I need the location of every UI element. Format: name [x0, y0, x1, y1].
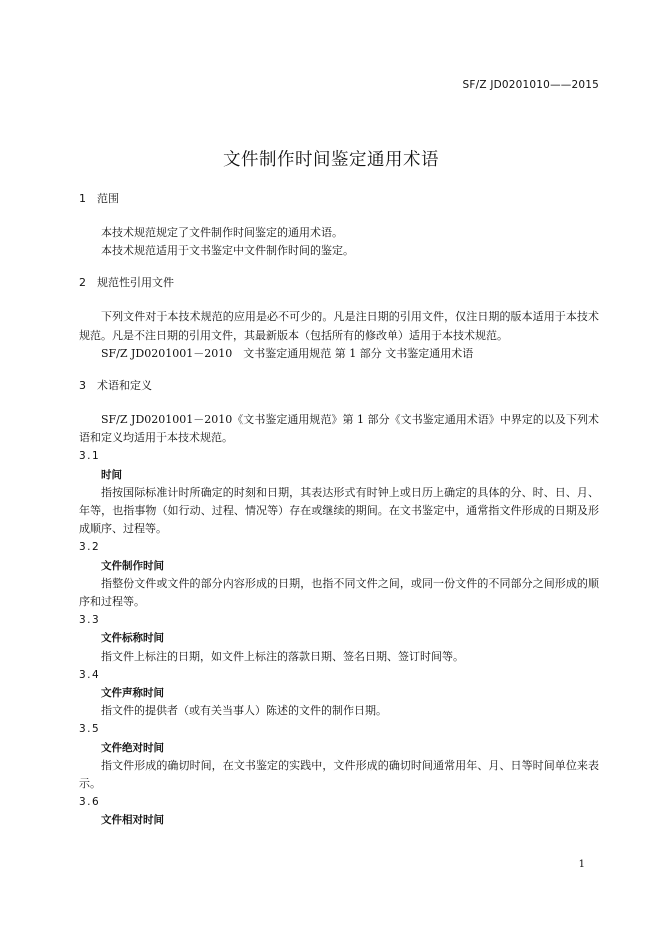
- paragraph: 本技术规范规定了文件制作时间鉴定的通用术语。: [101, 226, 343, 239]
- term-name: 文件相对时间: [101, 814, 164, 827]
- section-heading-normative-references: [79, 274, 599, 292]
- term-number: 3.6: [79, 796, 101, 809]
- section-heading-terms-definitions: [79, 377, 599, 395]
- paragraph: 下列文件对于本技术规范的应用是必不可少的。凡是注日期的引用文件，仅注日期的版本适用于本技术规范。凡是不注日期的引用文件，其最新版本（包括所有的修改单）适用于本技术规范。: [79, 310, 599, 342]
- section-number: 2: [79, 276, 86, 290]
- term-name: 文件绝对时间: [101, 741, 164, 754]
- term-definition: 指文件形成的确切时间，在文书鉴定的实践中，文件形成的确切时间通常用年、月、日等时间单位来表示。: [79, 758, 599, 791]
- term-number: 3.4: [79, 668, 101, 681]
- term-definition: 指按国际标准计时所确定的时刻和日期，其表达形式有时钟上或日历上确定的具体的分、时、日、月、年等，也指事物（如行动、过程、情况等）存在或继续的期间。在文书鉴定中，通常指文件形成的日期及形成顺序、过程等。: [79, 485, 599, 536]
- paragraph: SF/Z JD0201001－2010《文书鉴定通用规范》第 1 部分《文书鉴定通用术语》中界定的以及下列术语和定义均适用于本技术规范。: [79, 413, 599, 445]
- term-number: 3.5: [79, 723, 101, 736]
- document-title: 文件制作时间鉴定通用术语: [223, 150, 439, 170]
- page-number: 1: [578, 859, 585, 870]
- section-title: 范围: [97, 192, 119, 205]
- term-name: 文件标称时间: [101, 632, 164, 645]
- term-number: 3.2: [79, 541, 101, 554]
- section-title: 规范性引用文件: [97, 276, 174, 290]
- term-definition: 指文件的提供者（或有关当事人）陈述的文件的制作日期。: [101, 704, 387, 718]
- section-title: 术语和定义: [97, 379, 152, 393]
- reference-entry: SF/Z JD0201001－2010 文书鉴定通用规范 第 1 部分 文书鉴定通用术语: [101, 346, 474, 360]
- term-number: 3.3: [79, 614, 101, 627]
- document-body: [79, 190, 599, 830]
- term-definition: 指文件上标注的日期，如文件上标注的落款日期、签名日期、签订时间等。: [101, 649, 464, 663]
- section-heading-scope: [79, 190, 599, 208]
- term-name: 文件制作时间: [101, 559, 164, 572]
- term-number: 3.1: [79, 450, 101, 463]
- term-name: 文件声称时间: [101, 687, 164, 700]
- term-name: 时间: [101, 468, 122, 481]
- term-definition: 指整份文件或文件的部分内容形成的日期，也指不同文件之间，或同一份文件的不同部分之间形成的顺序和过程等。: [79, 576, 599, 609]
- document-code: SF/Z JD0201010——2015: [462, 79, 599, 91]
- section-number: 3: [79, 379, 86, 393]
- section-number: 1: [79, 192, 86, 205]
- paragraph: 本技术规范适用于文书鉴定中文件制作时间的鉴定。: [101, 244, 354, 258]
